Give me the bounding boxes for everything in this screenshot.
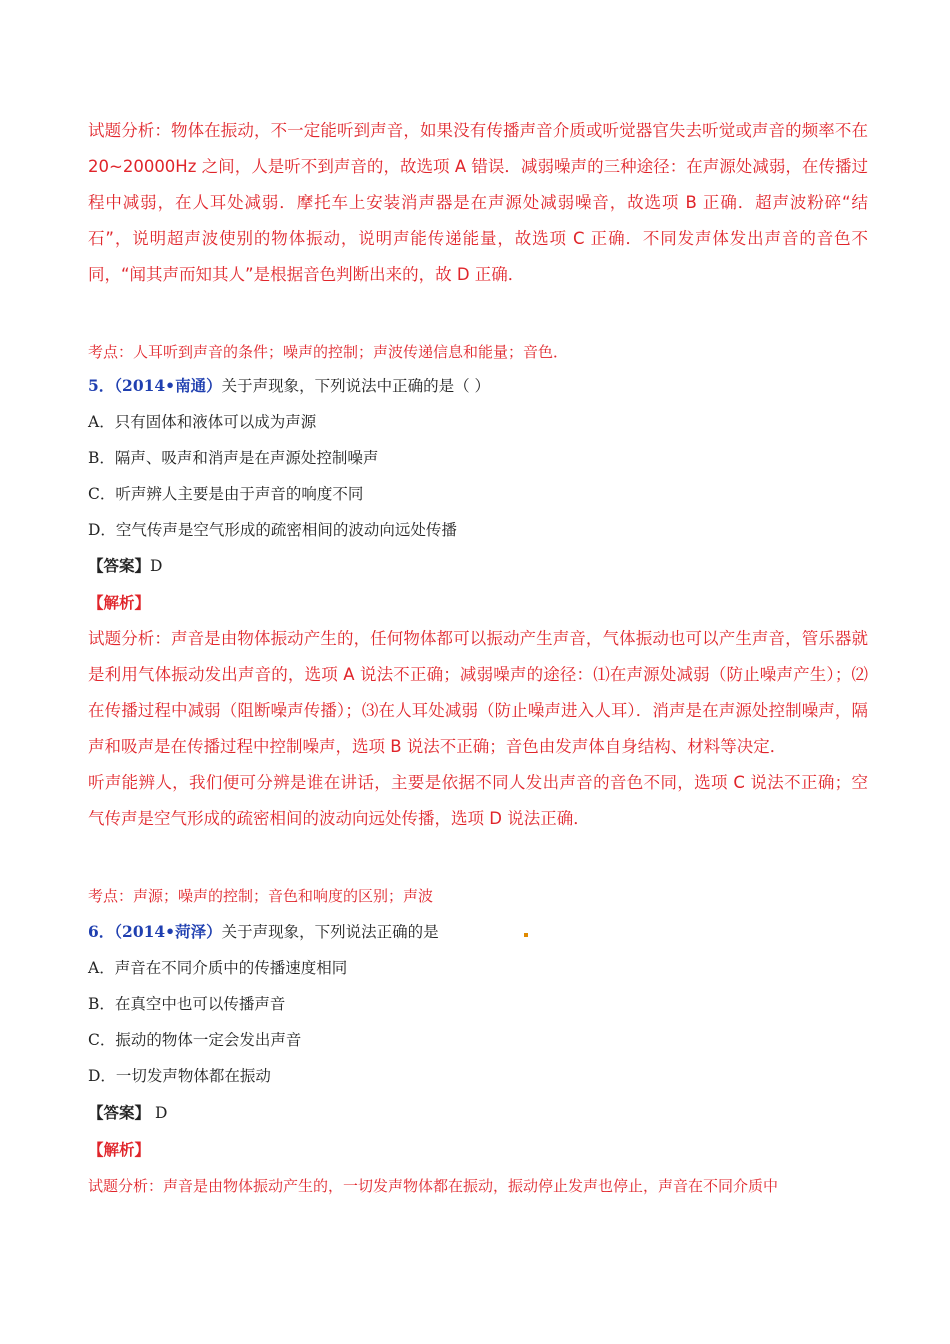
q6-answer: D xyxy=(150,1104,168,1122)
q5-answer-line xyxy=(88,554,868,578)
q5-option-d-row xyxy=(88,518,868,542)
q5-analysis-p2: 听声能辨人，我们便可分辨是谁在讲话，主要是依据不同人发出声音的音色不同，选项 C 说法不正确；空气传声是空气形成的疏密相间的波动向远处传播，选项 D 说法正确． xyxy=(88,773,868,828)
q5-number: 5． xyxy=(88,376,115,395)
q5-stem-line xyxy=(88,374,868,398)
decorative-dot xyxy=(524,933,528,937)
q5-stem: 关于声现象，下列说法中正确的是（ ） xyxy=(221,377,491,395)
q6-answer-row xyxy=(88,1101,868,1125)
q5-option-b: B．隔声、吸声和消声是在声源处控制噪声 xyxy=(88,449,379,467)
q6-option-c-row xyxy=(88,1028,868,1052)
q5-source: （2014•南通） xyxy=(114,376,222,395)
q4-analysis-text: 试题分析：物体在振动，不一定能听到声音，如果没有传播声音介质或听觉器官失去听觉或声音的频率不在 20~20000Hz 之间，人是听不到声音的，故选项 A 错误．减弱噪声的三种途径：在声源处减弱，在传播过程中减弱，在人耳处减弱．摩托车上安装消声器是在声源处减弱噪音，故选项 B 正确．超声波粉碎“结石”，说明超声波使别的物体振动，说明声能传递能量，故选项 C 正确．不同发声体发出声音的音色不同，“闻其声而知其人”是根据音色判断出来的，故 D 正确． xyxy=(88,121,868,284)
q6-option-d: D．一切发声物体都在振动 xyxy=(88,1067,271,1085)
q6-analysis xyxy=(88,1172,868,1200)
q5-option-b-row xyxy=(88,446,868,470)
q6-option-a-row xyxy=(88,956,868,980)
q6-option-b-row xyxy=(88,992,868,1016)
q5-analysis-p1: 试题分析：声音是由物体振动产生的，任何物体都可以振动产生声音，气体振动也可以产生声音，管乐器就是利用气体振动发出声音的，选项 A 说法不正确；减弱噪声的途径：⑴在声源处减弱（防止噪声产生）；⑵在传播过程中减弱（阻断噪声传播）；⑶在人耳处减弱（防止噪声进入人耳）．消声是在声源处控制噪声，隔声和吸声是在传播过程中控制噪声，选项 B 说法不正确；音色由发声体自身结构、材料等决定． xyxy=(88,629,868,756)
q6-analysis-p1: 试题分析：声音是由物体振动产生的，一切发声物体都在振动，振动停止发声也停止，声音在不同介质中 xyxy=(88,1177,779,1195)
q5-answer-label: 【答案】 xyxy=(88,556,151,575)
q5-answer: D xyxy=(150,557,163,575)
q5-analysis-label-row xyxy=(88,591,868,615)
q6-number: 6． xyxy=(88,922,115,941)
q6-stem-line xyxy=(88,920,868,944)
q5-option-c: C．听声辨人主要是由于声音的响度不同 xyxy=(88,485,364,503)
q6-option-d-row xyxy=(88,1064,868,1088)
q5-answer-row xyxy=(88,554,868,578)
q6-stem: 关于声现象，下列说法正确的是 xyxy=(221,923,439,941)
q4-kaodian: 考点：人耳听到声音的条件；噪声的控制；声波传递信息和能量；音色． xyxy=(88,343,569,361)
q5-option-a-row xyxy=(88,410,868,434)
q6-option-c: C．振动的物体一定会发出声音 xyxy=(88,1031,302,1049)
question-5 xyxy=(88,374,868,398)
q5-kaodian: 考点：声源；噪声的控制；音色和响度的区别；声波 xyxy=(88,887,434,905)
q6-source: （2014•菏泽） xyxy=(114,922,222,941)
q6-analysis-label: 【解析】 xyxy=(88,1140,151,1159)
q4-kaodian-block xyxy=(88,340,868,364)
q5-analysis xyxy=(88,621,868,837)
q5-analysis-label: 【解析】 xyxy=(88,593,151,612)
q6-answer-label: 【答案】 xyxy=(88,1103,151,1122)
q4-analysis xyxy=(88,113,868,293)
q5-option-d: D．空气传声是空气形成的疏密相间的波动向远处传播 xyxy=(88,521,457,539)
q6-option-b: B．在真空中也可以传播声音 xyxy=(88,995,286,1013)
q5-option-c-row xyxy=(88,482,868,506)
q5-option-a: A．只有固体和液体可以成为声源 xyxy=(88,413,317,431)
question-6 xyxy=(88,920,868,944)
q6-answer-line xyxy=(88,1101,868,1125)
q6-analysis-label-row xyxy=(88,1138,868,1162)
q5-kaodian-block xyxy=(88,884,868,908)
q6-option-a: A．声音在不同介质中的传播速度相同 xyxy=(88,959,348,977)
